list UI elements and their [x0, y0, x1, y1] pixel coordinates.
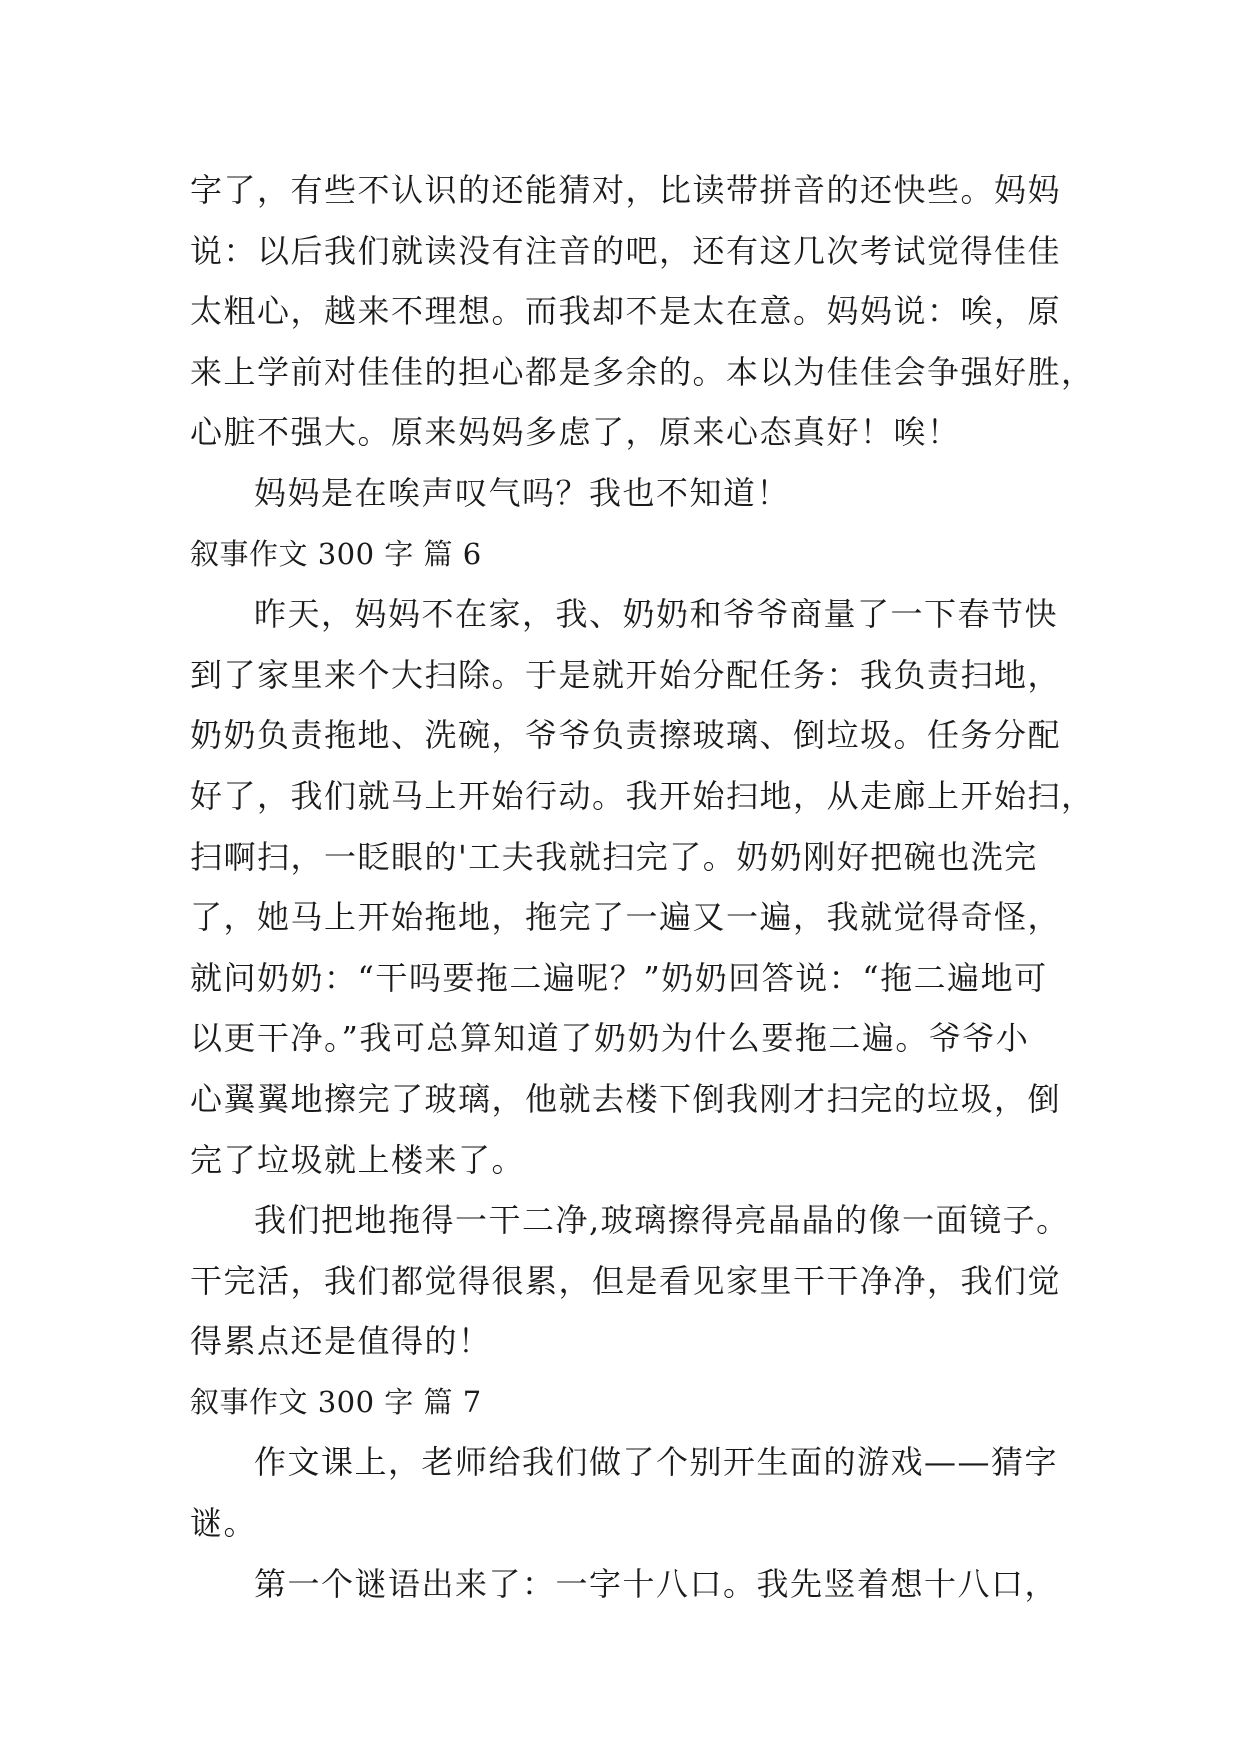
text-line: 说：以后我们就读没有注音的吧，还有这几次考试觉得佳佳 [190, 231, 1062, 270]
text-line: 妈妈是在唉声叹气吗？我也不知道！ [254, 473, 791, 512]
section-heading: 叙事作文 300 字 篇 6 [190, 536, 482, 571]
text-line: 干完活，我们都觉得很累，但是看见家里干干净净，我们觉 [190, 1261, 1062, 1300]
text-line: 昨天，妈妈不在家，我、奶奶和爷爷商量了一下春节快 [254, 595, 1059, 634]
text-line: 了，她马上开始拖地，拖完了一遍又一遍，我就觉得奇怪， [190, 898, 1062, 937]
text-line: 就问奶奶：“干吗要拖二遍呢？”奶奶回答说：“拖二遍地可 [190, 958, 1048, 997]
text-line: 奶奶负责拖地、洗碗，爷爷负责擦玻璃、倒垃圾。任务分配 [190, 716, 1062, 755]
paragraph [190, 1190, 1070, 1372]
text-line: 心脏不强大。原来妈妈多虑了，原来心态真好！唉！ [190, 413, 961, 452]
text-line: 完了垃圾就上楼来了。 [190, 1140, 526, 1179]
paragraph [190, 1432, 1059, 1553]
text-line: 作文课上，老师给我们做了个别开生面的游戏——猜字 [254, 1443, 1059, 1482]
document-page [190, 160, 1095, 1614]
text-line: 扫啊扫，一眨眼的'工夫我就扫完了。奶奶刚好把碗也洗完 [190, 837, 1038, 876]
paragraph [190, 463, 1050, 524]
text-line: 谜。 [190, 1504, 258, 1543]
text-line: 我们把地拖得一干二净,玻璃擦得亮晶晶的像一面镜子。 [254, 1201, 1070, 1240]
text-line: 以更干净。”我可总算知道了奶奶为什么要拖二遍。爷爷小 [190, 1019, 1030, 1058]
text-line: 好了，我们就马上开始行动。我开始扫地，从走廊上开始扫， [190, 776, 1095, 815]
paragraph [190, 584, 1095, 1190]
text-line: 来上学前对佳佳的担心都是多余的。本以为佳佳会争强好胜， [190, 352, 1095, 391]
text-line: 心翼翼地擦完了玻璃，他就去楼下倒我刚才扫完的垃圾，倒 [190, 1079, 1062, 1118]
text-line: 太粗心，越来不理想。而我却不是太在意。妈妈说：唉，原 [190, 292, 1062, 331]
text-line: 得累点还是值得的！ [190, 1322, 492, 1361]
paragraph [190, 160, 1095, 463]
text-line: 第一个谜语出来了：一字十八口。我先竖着想十八口， [254, 1564, 1059, 1603]
section-heading: 叙事作文 300 字 篇 7 [190, 1384, 482, 1419]
text-line: 到了家里来个大扫除。于是就开始分配任务：我负责扫地， [190, 655, 1062, 694]
paragraph [190, 1554, 1059, 1615]
text-line: 字了，有些不认识的还能猜对，比读带拼音的还快些。妈妈 [190, 171, 1062, 209]
